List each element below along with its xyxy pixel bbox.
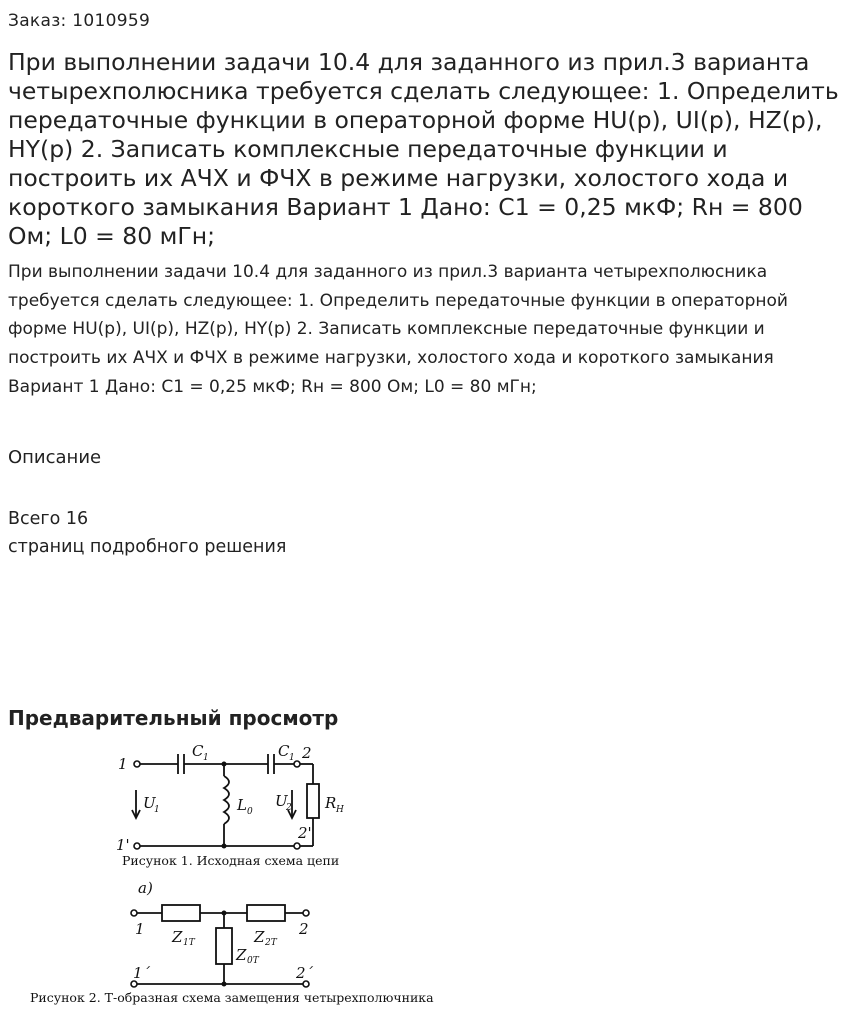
figure-1-circuit [132, 754, 319, 846]
order-number: Заказ: 1010959 [8, 11, 151, 31]
fig1-label-l0: L [237, 796, 247, 814]
figure-1-caption: Рисунок 1. Исходная схема цепи [122, 853, 340, 868]
fig2-label-z1: Z [172, 928, 183, 946]
fig1-label-u1: U [143, 794, 156, 812]
fig2-variant-label: а) [138, 879, 153, 897]
fig1-node-2: 2 [302, 744, 312, 762]
fig1-node-1p: 1' [116, 836, 130, 854]
fig1-label-rn-sub: Н [336, 805, 344, 815]
fig2-label-z2-sub: 2T [265, 938, 277, 948]
fig2-label-z1-sub: 1T [183, 938, 195, 948]
fig1-label-c1-right: C [278, 742, 290, 760]
fig1-label-c1-left: C [192, 742, 204, 760]
preview-heading: Предварительный просмотр [8, 706, 339, 730]
fig2-label-z2: Z [254, 928, 265, 946]
fig1-label-l0-sub: 0 [247, 807, 253, 817]
page-title: При выполнении задачи 10.4 для заданного из прил.3 варианта четырехполюсника требуется сделать следующее: 1. Определить передаточные функции в операторной форме HU(p), UI(p), HZ(p), HY(p) 2. Записать комплексные передаточные функции и построить их АЧХ и ФЧХ в режиме нагрузки, холостого хода и короткого замыкания Вариант 1 Дано: С1 = 0,25 мкФ; Rн = 800 Ом; L0 = 80 мГн; [8, 48, 839, 250]
figure-2-circuit [137, 905, 303, 984]
pages-caption: страниц подробного решения [8, 537, 287, 557]
fig1-node-2p: 2' [298, 824, 312, 842]
fig2-label-z0-sub: 0T [247, 956, 259, 966]
fig2-label-z0: Z [236, 946, 247, 964]
fig2-node-2: 2 [299, 920, 309, 938]
fig1-label-c1-left-sub: 1 [203, 753, 209, 763]
fig1-label-c1-right-sub: 1 [289, 753, 295, 763]
fig2-node-2p: 2´ [296, 964, 314, 982]
fig1-node-1: 1 [118, 755, 128, 773]
fig1-label-u2: U [275, 792, 288, 810]
fig1-label-u2-sub: 2 [286, 803, 292, 813]
fig2-node-1p: 1´ [133, 964, 151, 982]
preview-image [20, 738, 460, 1013]
fig1-label-rn: R [325, 794, 337, 812]
fig1-label-u1-sub: 1 [154, 805, 160, 815]
task-description: При выполнении задачи 10.4 для заданного из прил.3 варианта четырехполюсника требуется сделать следующее: 1. Определить передаточные функции в операторной форме HU(p), UI(p), HZ(p), HY(p) 2. Записать комплексные передаточные функции и построить их АЧХ и ФЧХ в режиме нагрузки, холостого хода и короткого замыкания Вариант 1 Дано: С1 = 0,25 мкФ; Rн = 800 Ом; L0 = 80 мГн; [8, 262, 788, 397]
description-label: Описание [8, 447, 102, 468]
pages-total: Всего 16 [8, 509, 89, 529]
figure-2-caption: Рисунок 2. Т-образная схема замещения четырехполючника [30, 990, 434, 1005]
fig2-node-1: 1 [135, 920, 145, 938]
